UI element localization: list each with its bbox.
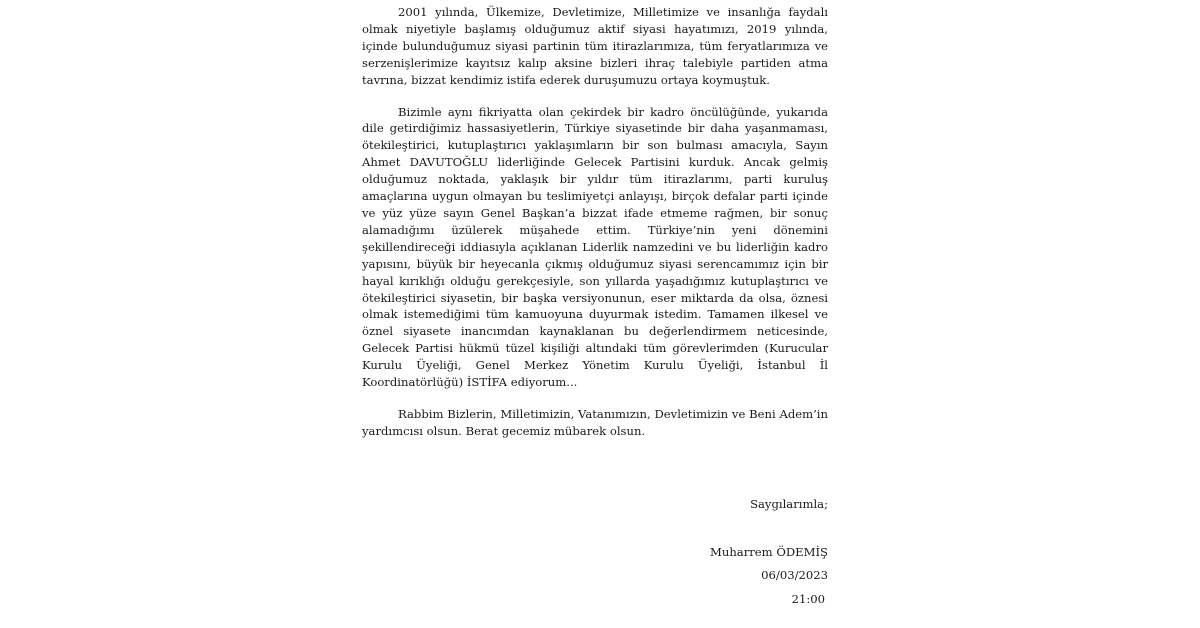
paragraph-resignation-statement: Bizimle aynı fikriyatta olan çekirdek bir kadro öncülüğünde, yukarıda dile getirdiğimiz hassasiyetlerin, Türkiye siyasetinde bir daha yaşanmaması, ötekileştirici, kutuplaştırıcı yaklaşımların bir son bulması amacıyla, Sayın Ahmet DAVUTOĞLU liderliğinde Gelecek Partisini kurduk. Ancak gelmiş olduğumuz noktada, yaklaşık bir yıldır tüm itirazlarımı, parti kuruluş amaçlarına uygun olmayan bu teslimiyetçi anlayışı, birçok defalar parti içinde ve yüz yüze sayın Genel Başkan’a bizzat ifade etmeme rağmen, bir sonuç alamadığımı üzülerek müşahede ettim. Türkiye’nin yeni dönemini şekillendireceği iddiasıyla açıklanan Liderlik namzedini ve bu liderliğin kadro yapısını, büyük bir heyecanla çıkmış olduğumuz siyasi serencamımız için bir hayal kırıklığı olduğu gerekçesiyle, son yıllarda yaşadığımız kutuplaştırıcı ve ötekileştirici siyasetin, bir başka versiyonunun, eser miktarda da olsa, öznesi olmak istemediğimi tüm kamuoyuna duyurmak istedim. Tamamen ilkesel ve öznel siyasete inancımdan kaynaklanan bu değerlendirmem neticesinde, Gelecek Partisi hükmü tüzel kişiliği altındaki tüm görevlerimden (Kurucular Kurulu Üyeliği, Genel Merkez Yönetim Kurulu Üyeliği, İstanbul İl Koordinatörlüğü) İSTİFA ediyorum... — [362, 104, 828, 390]
signature-name: Muharrem ÖDEMİŞ — [710, 545, 828, 559]
signature-block — [362, 544, 828, 608]
letter-body — [362, 4, 828, 440]
closing-greeting-block — [362, 496, 828, 513]
signature-time: 21:00 — [791, 591, 825, 606]
closing-greeting: Saygılarımla; — [750, 497, 828, 511]
signature-date: 06/03/2023 — [761, 568, 828, 583]
paragraph-prayer: Rabbim Bizlerin, Milletimizin, Vatanımızın, Devletimizin ve Beni Adem’in yardımcısı olsun. Berat gecemiz mübarek olsun. — [362, 406, 828, 438]
paragraph-resignation-history: 2001 yılında, Ülkemize, Devletimize, Milletimize ve insanlığa faydalı olmak niyetiyle başlamış olduğumuz aktif siyasi hayatımızı, 2019 yılında, içinde bulunduğumuz siyasi partinin tüm itirazlarımıza, tüm feryatlarımıza ve serzenişlerimize kayıtsız kalıp aksine bizleri ihraç talebiyle partiden atma tavrına, bizzat kendimiz istifa ederek duruşumuzu ortaya koymuştuk. — [362, 5, 828, 87]
